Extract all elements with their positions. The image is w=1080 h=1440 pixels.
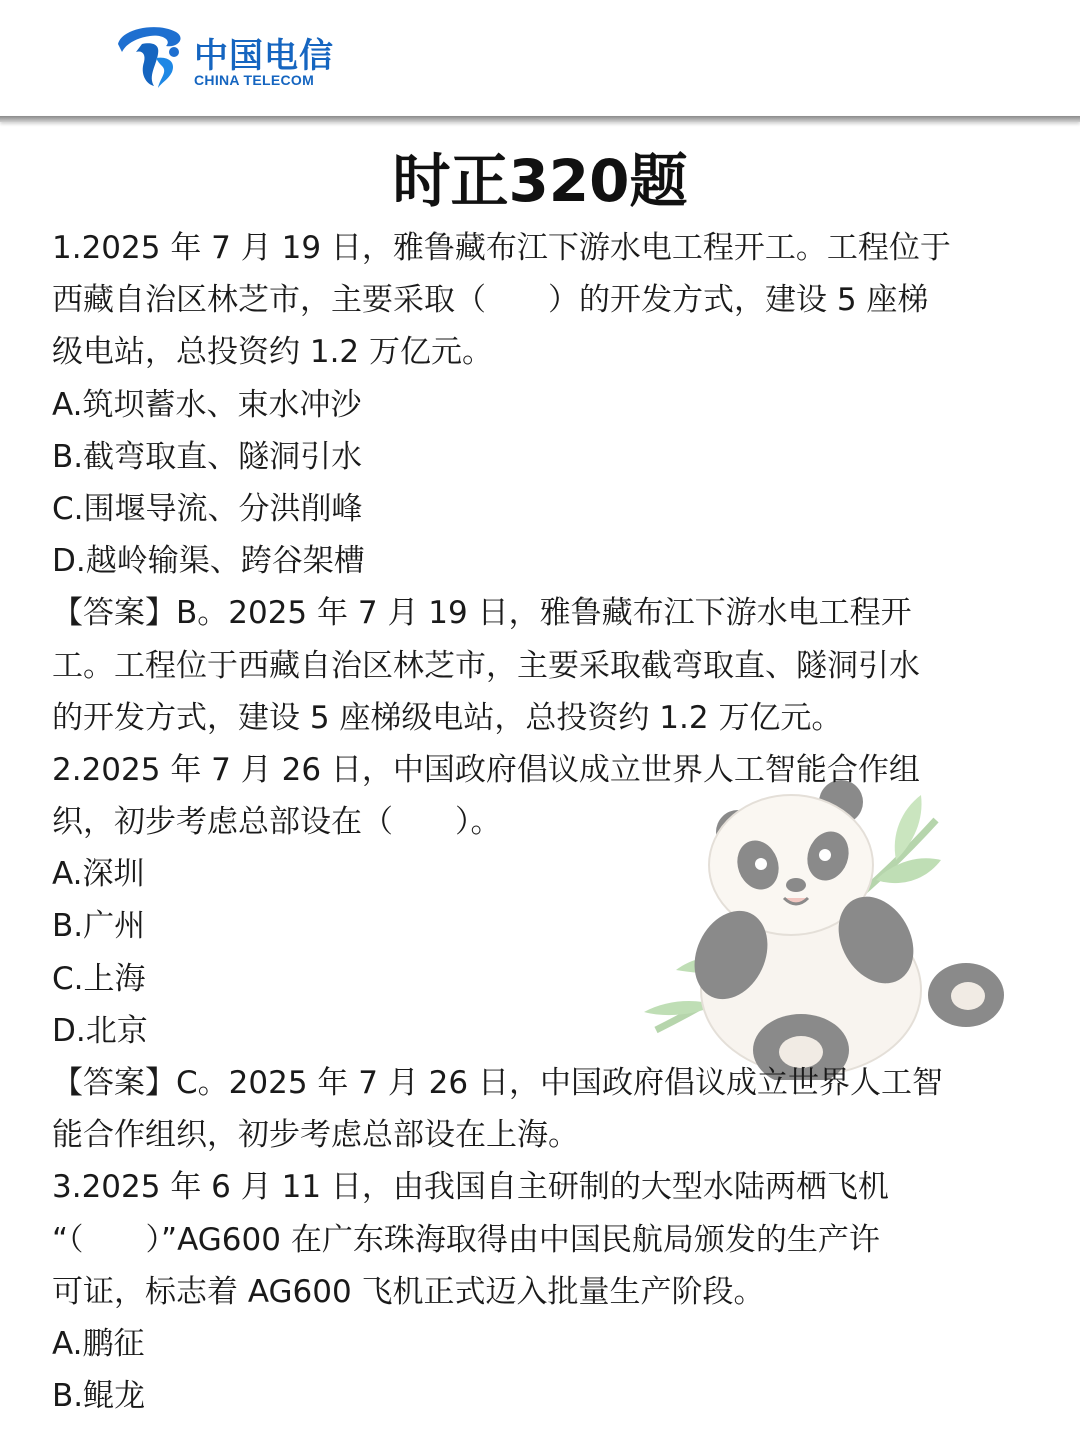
question-2-option-b: B.广州 [52, 908, 146, 945]
question-1-option-b: B.截弯取直、隧洞引水 [52, 438, 363, 475]
question-3-text: “（ ）”AG600 在广东珠海取得由中国民航局颁发的生产许 [52, 1221, 880, 1258]
question-1-answer: 【答案】B。2025 年 7 月 19 日，雅鲁藏布江下游水电工程开 [52, 595, 912, 632]
question-1-answer: 工。工程位于西藏自治区林芝市，主要采取截弯取直、隧洞引水 [52, 647, 920, 684]
brand-logo[interactable] [112, 22, 342, 98]
question-2-option-a: A.深圳 [52, 856, 145, 893]
question-3-text: 可证，标志着 AG600 飞机正式迈入批量生产阶段。 [52, 1273, 765, 1310]
question-2-option-c: C.上海 [52, 960, 146, 997]
question-2-text: 织，初步考虑总部设在（ ）。 [52, 804, 502, 841]
question-2-answer: 能合作组织，初步考虑总部设在上海。 [52, 1117, 579, 1154]
question-3-text: 3.2025 年 6 月 11 日，由我国自主研制的大型水陆两栖飞机 [52, 1169, 889, 1206]
question-2-answer: 【答案】C。2025 年 7 月 26 日，中国政府倡议成立世界人工智 [52, 1065, 943, 1101]
header [0, 0, 1080, 116]
brand-name-en: CHINA TELECOM [194, 72, 315, 88]
header-divider [0, 116, 1080, 122]
question-1-text: 1.2025 年 7 月 19 日，雅鲁藏布江下游水电工程开工。工程位于 [52, 230, 951, 266]
china-telecom-logo-icon [112, 22, 190, 94]
question-1-option-c: C.围堰导流、分洪削峰 [52, 490, 363, 527]
question-2-option-d: D.北京 [52, 1012, 148, 1049]
question-3-option-a: A.鹏征 [52, 1325, 145, 1362]
question-1-text: 西藏自治区林芝市，主要采取（ ）的开发方式，建设 5 座梯 [52, 282, 929, 319]
question-3-option-b: B.鲲龙 [52, 1378, 146, 1415]
question-2-text: 2.2025 年 7 月 26 日，中国政府倡议成立世界人工智能合作组 [52, 751, 920, 788]
page-title: 时正320题 [392, 147, 688, 215]
brand-name-cn: 中国电信 [194, 36, 334, 76]
question-1-answer: 的开发方式，建设 5 座梯级电站，总投资约 1.2 万亿元。 [52, 699, 843, 736]
question-1-text: 级电站，总投资约 1.2 万亿元。 [52, 334, 494, 371]
question-1-option-d: D.越岭输渠、跨谷架槽 [52, 543, 365, 580]
question-list [52, 222, 1027, 1422]
question-1-option-a: A.筑坝蓄水、束水冲沙 [52, 386, 362, 423]
